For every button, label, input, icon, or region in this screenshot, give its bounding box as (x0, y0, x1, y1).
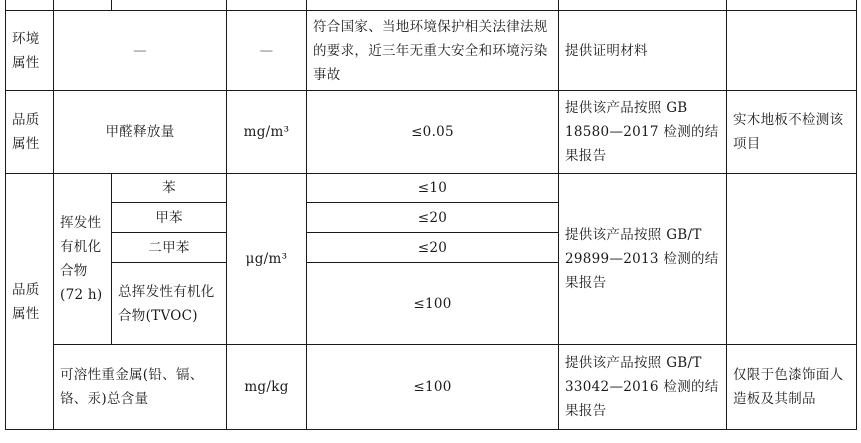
unit-cell: mg/kg (227, 345, 307, 430)
standard-table (5, 0, 857, 430)
note-cell: 实木地板不检测该项目 (727, 91, 857, 174)
requirement-cell: ≤20 (307, 233, 559, 263)
requirement-cell: 符合国家、当地环境保护相关法律法规的要求，近三年无重大安全和环境污染事故 (307, 11, 559, 91)
evidence-cell: 提供证明材料 (559, 11, 727, 91)
evidence-cell: 提供该产品按照 GB 18580—2017 检测的结果报告 (559, 91, 727, 174)
voc-item-cell: 二甲苯 (112, 233, 227, 263)
table-row (6, 11, 857, 91)
voc-item-cell: 苯 (112, 174, 227, 203)
evidence-cell: 提供该产品按照 GB/T 29899—2013 检测的结果报告 (559, 174, 727, 345)
category-cell: 品质属性 (6, 91, 54, 174)
note-cell (727, 174, 857, 345)
unit-cell: μg/m³ (227, 174, 307, 345)
unit-cell: mg/m³ (227, 91, 307, 174)
table-row (6, 345, 857, 430)
requirement-cell: ≤100 (307, 263, 559, 345)
voc-item-cell: 总挥发性有机化合物(TVOC) (112, 263, 227, 345)
requirement-cell: ≤0.05 (307, 91, 559, 174)
voc-item-cell: 甲苯 (112, 203, 227, 233)
requirement-cell: ≤10 (307, 174, 559, 203)
group-cell: 挥发性有机化合物(72 h) (54, 174, 112, 345)
note-cell: 仅限于色漆饰面人造板及其制品 (727, 345, 857, 430)
category-cell: 环境属性 (6, 11, 54, 91)
note-cell (727, 11, 857, 91)
requirement-cell: ≤100 (307, 345, 559, 430)
item-cell: 甲醛释放量 (54, 91, 227, 174)
unit-cell: — (227, 11, 307, 91)
table-row (6, 91, 857, 174)
item-cell: — (54, 11, 227, 91)
evidence-cell: 提供该产品按照 GB/T 33042—2016 检测的结果报告 (559, 345, 727, 430)
table-row (6, 0, 857, 11)
item-cell: 可溶性重金属(铅、镉、铬、汞)总含量 (54, 345, 227, 430)
category-cell: 品质属性 (6, 174, 54, 430)
table-row (6, 174, 857, 203)
requirement-cell: ≤20 (307, 203, 559, 233)
